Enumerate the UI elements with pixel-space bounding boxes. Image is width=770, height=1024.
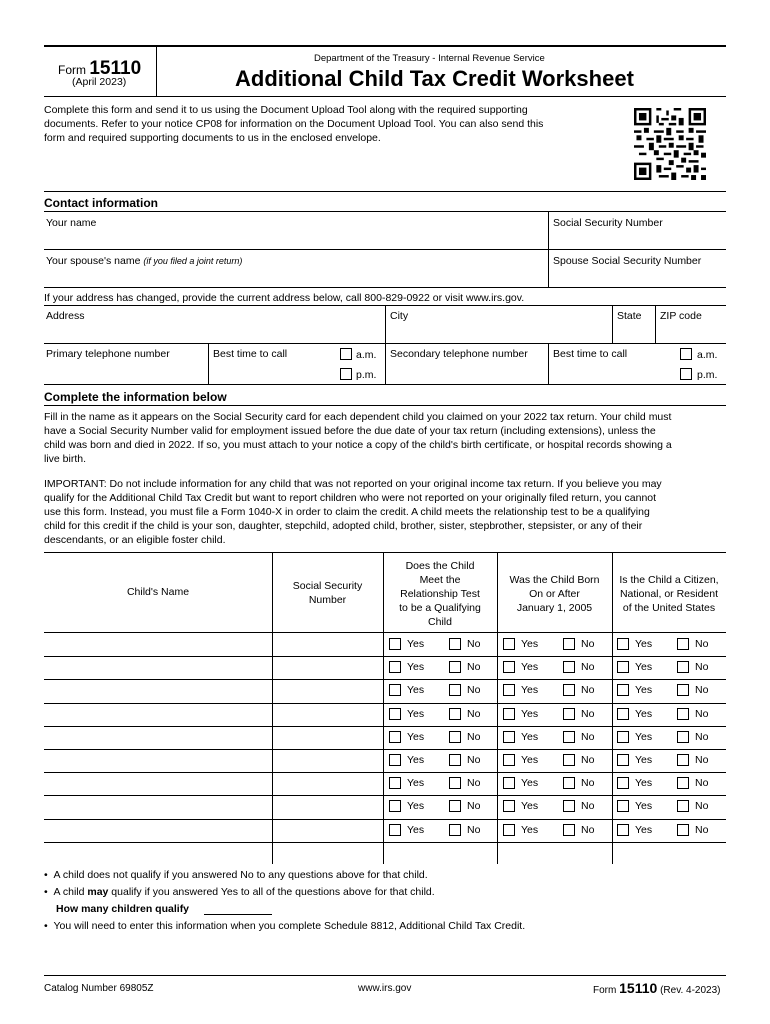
yes-label: Yes (407, 731, 425, 743)
child-ssn-input[interactable] (273, 819, 383, 842)
born-no-checkbox[interactable] (563, 777, 575, 789)
pm-label: p.m. (356, 369, 377, 381)
top-rule (44, 45, 726, 47)
row-line-2 (44, 287, 726, 288)
city-divider (385, 305, 386, 384)
relationship-no-checkbox[interactable] (449, 638, 461, 650)
citizen-no-checkbox[interactable] (677, 731, 689, 743)
born-yes-checkbox[interactable] (503, 824, 515, 836)
born-no-checkbox[interactable] (563, 661, 575, 673)
info-heading: Complete the information below (44, 390, 227, 404)
col-born: Was the Child Born On or After January 1, 2005 (509, 574, 600, 614)
citizen-yes-checkbox[interactable] (617, 661, 629, 673)
department: Department of the Treasury - Internal Revenue Service (314, 53, 545, 64)
secondary-phone-label: Secondary telephone number (390, 348, 528, 360)
child-ssn-input[interactable] (273, 656, 383, 679)
citizen-yes-checkbox[interactable] (617, 731, 629, 743)
citizen-yes-checkbox[interactable] (617, 638, 629, 650)
yes-label: Yes (521, 731, 539, 743)
born-no-checkbox[interactable] (563, 824, 575, 836)
relationship-no-checkbox[interactable] (449, 824, 461, 836)
child-ssn-input[interactable] (273, 703, 383, 726)
best-time2-label: Best time to call (553, 348, 628, 360)
zip-divider (655, 305, 656, 343)
footer-form-id: Form 15110 (Rev. 4-2023) (593, 980, 721, 996)
child-name-input[interactable] (44, 749, 272, 772)
born-no-checkbox[interactable] (563, 684, 575, 696)
child-ssn-input[interactable] (273, 633, 383, 656)
child-name-input[interactable] (44, 819, 272, 842)
yes-label: Yes (521, 661, 539, 673)
no-label: No (581, 731, 595, 743)
no-label: No (467, 754, 481, 766)
yes-label: Yes (521, 684, 539, 696)
relationship-yes-checkbox[interactable] (389, 638, 401, 650)
info-paragraph-1: Fill in the name as it appears on the Social Security card for each dependent child you claimed on your 2022 tax return. Your child must have a Social Security Number valid for employment issued before the due date of your tax return (including extensions), unless the child was born and died in 2022. If so, you must attach to your notice a copy of the child's birth certificate, or hospital records showing a live birth. (44, 411, 672, 465)
info-rule (44, 405, 726, 406)
form-date: (April 2023) (72, 76, 127, 88)
no-label: No (695, 661, 709, 673)
form-number: 15110 (89, 58, 142, 79)
yes-label: Yes (635, 800, 653, 812)
relationship-yes-checkbox[interactable] (389, 824, 401, 836)
intro-text: Complete this form and send it to us using the Document Upload Tool along with the required supporting documents. Refer to your notice CP08 for information on the Document Upload Tool. You can also send this form and required supporting documents to us in the enclosed envelope. (44, 104, 544, 144)
no-label: No (581, 800, 595, 812)
citizen-yes-checkbox[interactable] (617, 824, 629, 836)
citizen-no-checkbox[interactable] (677, 661, 689, 673)
pm-checkbox[interactable] (340, 368, 352, 380)
citizen-yes-checkbox[interactable] (617, 777, 629, 789)
citizen-no-checkbox[interactable] (677, 684, 689, 696)
yes-label: Yes (407, 708, 425, 720)
am-checkbox[interactable] (340, 348, 352, 360)
no-label: No (581, 754, 595, 766)
note-2: • A child may qualify if you answered Yes to all of the questions above for that child. (44, 886, 435, 898)
col-childs-name: Child's Name (126, 586, 190, 598)
col-relationship: Does the Child Meet the Relationship Test to be a Qualifying Child (399, 560, 481, 628)
spouse-name-label: Your spouse's name (if you filed a joint return) (46, 255, 243, 267)
best-time-divider (208, 343, 209, 384)
info-paragraph-2: IMPORTANT: Do not include information for any child that was not reported on your original income tax return. If you believe you may qualify for the Additional Child Tax Credit but want to report children who were not reported on your originally filed return, you cannot use this form. Instead, you must file a Form 1040-X in order to claim the credit. A child meets the relationship test to be a qualifying child for this credit if the child is your son, daughter, stepchild, adopted child, brother, sister, stepbrother, stepsister, or any of their descendants, or an eligible foster child. (44, 478, 662, 546)
child-name-input[interactable] (44, 726, 272, 749)
citizen-yes-checkbox[interactable] (617, 708, 629, 720)
relationship-yes-checkbox[interactable] (389, 661, 401, 673)
citizen-yes-checkbox[interactable] (617, 754, 629, 766)
relationship-yes-checkbox[interactable] (389, 708, 401, 720)
best-time-label: Best time to call (213, 348, 288, 360)
how-many-input[interactable] (204, 914, 272, 915)
footer-website: www.irs.gov (358, 983, 412, 994)
born-no-checkbox[interactable] (563, 708, 575, 720)
yes-label: Yes (407, 777, 425, 789)
no-label: No (467, 777, 481, 789)
header-divider (156, 46, 157, 96)
no-label: No (581, 638, 595, 650)
relationship-no-checkbox[interactable] (449, 708, 461, 720)
child-ssn-input[interactable] (273, 679, 383, 702)
no-label: No (467, 638, 481, 650)
header-bottom-rule (44, 96, 726, 97)
born-yes-checkbox[interactable] (503, 661, 515, 673)
born-yes-checkbox[interactable] (503, 754, 515, 766)
note-1: • A child does not qualify if you answered No to any questions above for that child. (44, 869, 428, 881)
relationship-no-checkbox[interactable] (449, 754, 461, 766)
no-label: No (695, 800, 709, 812)
yes-label: Yes (407, 684, 425, 696)
am-label: a.m. (356, 349, 377, 361)
am2-label: a.m. (697, 349, 718, 361)
contact-rule (44, 191, 726, 192)
yes-label: Yes (521, 824, 539, 836)
page-title: Additional Child Tax Credit Worksheet (235, 66, 634, 91)
note-3: • You will need to enter this information when you complete Schedule 8812, Additional Child Tax Credit. (44, 920, 526, 932)
child-name-input[interactable] (44, 703, 272, 726)
spouse-ssn-label: Spouse Social Security Number (553, 255, 702, 267)
citizen-no-checkbox[interactable] (677, 754, 689, 766)
no-label: No (695, 731, 709, 743)
no-label: No (695, 777, 709, 789)
col-citizen: Is the Child a Citizen, National, or Resident of the United States (619, 574, 719, 614)
relationship-no-checkbox[interactable] (449, 731, 461, 743)
no-label: No (467, 800, 481, 812)
child-name-input[interactable] (44, 633, 272, 656)
relationship-yes-checkbox[interactable] (389, 684, 401, 696)
relationship-yes-checkbox[interactable] (389, 800, 401, 812)
yes-label: Yes (521, 708, 539, 720)
yes-label: Yes (635, 754, 653, 766)
city-label: City (390, 310, 409, 322)
relationship-no-checkbox[interactable] (449, 800, 461, 812)
address-label: Address (46, 310, 85, 322)
yes-label: Yes (407, 824, 425, 836)
child-name-input[interactable] (44, 679, 272, 702)
no-label: No (695, 684, 709, 696)
citizen-yes-checkbox[interactable] (617, 800, 629, 812)
citizen-no-checkbox[interactable] (677, 708, 689, 720)
yes-label: Yes (407, 661, 425, 673)
no-label: No (695, 754, 709, 766)
citizen-yes-checkbox[interactable] (617, 684, 629, 696)
primary-phone-label: Primary telephone number (46, 348, 170, 360)
zip-label: ZIP code (660, 310, 702, 322)
relationship-no-checkbox[interactable] (449, 684, 461, 696)
born-yes-checkbox[interactable] (503, 684, 515, 696)
yes-label: Yes (521, 800, 539, 812)
yes-label: Yes (635, 824, 653, 836)
relationship-yes-checkbox[interactable] (389, 777, 401, 789)
no-label: No (467, 661, 481, 673)
no-label: No (581, 661, 595, 673)
contact-top-line (44, 211, 726, 212)
no-label: No (467, 708, 481, 720)
born-yes-checkbox[interactable] (503, 638, 515, 650)
relationship-no-checkbox[interactable] (449, 661, 461, 673)
qr-code-icon (634, 108, 706, 180)
row-line-4 (44, 343, 726, 344)
yes-label: Yes (407, 800, 425, 812)
yes-label: Yes (407, 638, 425, 650)
row-line-1 (44, 249, 726, 250)
citizen-no-checkbox[interactable] (677, 800, 689, 812)
yes-label: Yes (521, 754, 539, 766)
child-ssn-input[interactable] (273, 726, 383, 749)
child-name-input[interactable] (44, 656, 272, 679)
no-label: No (695, 638, 709, 650)
no-label: No (695, 824, 709, 836)
best-time2-divider (548, 343, 549, 384)
child-name-input[interactable] (44, 795, 272, 818)
relationship-yes-checkbox[interactable] (389, 754, 401, 766)
no-label: No (467, 684, 481, 696)
catalog-number: Catalog Number 69805Z (44, 983, 154, 994)
yes-label: Yes (407, 754, 425, 766)
yes-label: Yes (635, 777, 653, 789)
no-label: No (581, 777, 595, 789)
child-ssn-input[interactable] (273, 749, 383, 772)
no-label: No (581, 824, 595, 836)
state-label: State (617, 310, 642, 322)
yes-label: Yes (635, 708, 653, 720)
yes-label: Yes (635, 684, 653, 696)
born-no-checkbox[interactable] (563, 754, 575, 766)
row-divider (44, 842, 726, 843)
born-no-checkbox[interactable] (563, 638, 575, 650)
yes-label: Yes (635, 661, 653, 673)
born-yes-checkbox[interactable] (503, 800, 515, 812)
footer-rule (44, 975, 726, 976)
relationship-yes-checkbox[interactable] (389, 731, 401, 743)
child-name-input[interactable] (44, 772, 272, 795)
contact-heading: Contact information (44, 196, 158, 210)
no-label: No (467, 731, 481, 743)
no-label: No (581, 708, 595, 720)
table-top (44, 552, 726, 553)
no-label: No (581, 684, 595, 696)
am2-checkbox[interactable] (680, 348, 692, 360)
state-divider (612, 305, 613, 343)
yes-label: Yes (521, 638, 539, 650)
row-line-5 (44, 384, 726, 385)
child-ssn-input[interactable] (273, 795, 383, 818)
address-note: If your address has changed, provide the current address below, call 800-829-0922 or visit www.irs.gov. (44, 292, 525, 304)
your-name-label: Your name (46, 217, 97, 229)
no-label: No (467, 824, 481, 836)
ssn-label: Social Security Number (553, 217, 663, 229)
child-ssn-input[interactable] (273, 772, 383, 795)
pm2-label: p.m. (697, 369, 718, 381)
citizen-no-checkbox[interactable] (677, 638, 689, 650)
yes-label: Yes (635, 731, 653, 743)
relationship-no-checkbox[interactable] (449, 777, 461, 789)
born-no-checkbox[interactable] (563, 731, 575, 743)
citizen-no-checkbox[interactable] (677, 824, 689, 836)
form-label: Form 15110 (58, 58, 142, 79)
how-many-label: How many children qualify (56, 903, 190, 915)
citizen-no-checkbox[interactable] (677, 777, 689, 789)
yes-label: Yes (635, 638, 653, 650)
born-yes-checkbox[interactable] (503, 708, 515, 720)
no-label: No (695, 708, 709, 720)
col-ssn: Social Security Number (292, 580, 363, 606)
born-yes-checkbox[interactable] (503, 777, 515, 789)
pm2-checkbox[interactable] (680, 368, 692, 380)
born-yes-checkbox[interactable] (503, 731, 515, 743)
yes-label: Yes (521, 777, 539, 789)
born-no-checkbox[interactable] (563, 800, 575, 812)
